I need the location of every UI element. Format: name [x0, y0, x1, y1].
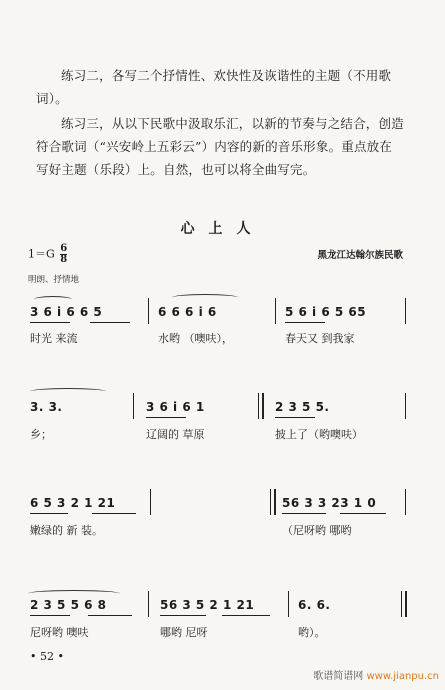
- exercise-two-text: 练习二，各写二个抒情性、欢快性及诙谐性的主题（不用歌词）。: [36, 68, 392, 106]
- beam-underline: [92, 513, 136, 514]
- beam-underline: [160, 615, 206, 616]
- beam-underline: [88, 615, 132, 616]
- barline: [133, 393, 134, 419]
- line1-m3-lyrics: 春天又 到我家: [285, 332, 355, 345]
- line1-m3-notes: 5 6 i 6 5 65: [285, 305, 367, 319]
- beam-underline: [282, 513, 326, 514]
- line3-m2-lyrics: （尼呀哟 哪哟: [282, 524, 352, 537]
- line3-m1-lyrics: 嫩绿的 新 装。: [30, 524, 103, 537]
- repeat-barline: [258, 393, 264, 419]
- line2-m3-notes: 2 3 5 5.: [275, 400, 330, 414]
- exercise-three-text: 练习三，从以下民歌中汲取乐汇，以新的节奏与之结合，创造符合歌词（“兴安岭上五彩云”）内容的新的音乐形象。重点放在写好主题（乐段）上。自然，也可以将全曲写完。: [36, 116, 404, 177]
- barline: [275, 298, 276, 324]
- watermark-site: 歌谱简谱网: [313, 671, 364, 682]
- line2-m3-lyrics: 披上了（哟噢呋）: [275, 428, 363, 441]
- line4-m1-notes: 2 3 5 5 6 8: [30, 598, 107, 612]
- slur: [28, 590, 120, 597]
- line4-m1-lyrics: 尼呀哟 噢呋: [30, 626, 89, 639]
- slur: [30, 388, 106, 395]
- final-barline: [401, 591, 407, 617]
- line4-m2-lyrics: 哪哟 尼呀: [160, 626, 208, 639]
- beam-underline: [146, 417, 186, 418]
- key-label: 1＝G: [28, 247, 55, 261]
- barline: [148, 298, 149, 324]
- tempo-marking: 明朗、抒情地: [28, 275, 80, 285]
- barline: [405, 298, 406, 324]
- page-number: • 52 •: [30, 650, 64, 663]
- beam-underline: [340, 513, 386, 514]
- time-top: 6: [60, 243, 68, 254]
- beam-underline: [30, 615, 70, 616]
- line4-m3-lyrics: 哟）。: [298, 626, 326, 639]
- slur: [34, 296, 72, 303]
- line3-m1-notes: 6 5 3 2 1 21: [30, 496, 116, 510]
- line4-m2-notes: 56 3 5 2 1 21: [160, 598, 255, 612]
- line4-m3-notes: 6. 6.: [298, 598, 331, 612]
- beam-underline: [222, 615, 270, 616]
- watermark: [313, 667, 439, 682]
- barline: [405, 489, 406, 515]
- beam-underline: [275, 417, 315, 418]
- repeat-barline: [270, 489, 276, 515]
- line1-m2-notes: 6 6 6 i 6: [158, 305, 217, 319]
- time-bottom: 8: [60, 254, 68, 265]
- song-title: 心上人: [180, 221, 265, 237]
- beam-underline: [285, 322, 325, 323]
- line1-m1-notes: 3 6 i 6 6 5: [30, 305, 103, 319]
- slur: [172, 294, 238, 301]
- barline: [288, 591, 289, 617]
- time-signature: [60, 244, 67, 265]
- beam-underline: [30, 322, 70, 323]
- beam-underline: [90, 322, 130, 323]
- line2-m2-notes: 3 6 i 6 1: [146, 400, 205, 414]
- beam-underline: [30, 513, 68, 514]
- line1-m2-lyrics: 水哟 （噢呋），: [158, 332, 233, 345]
- line1-m1-lyrics: 时光 来流: [30, 332, 78, 345]
- barline: [150, 489, 151, 515]
- line2-m1-lyrics: 乡；: [30, 428, 52, 441]
- line2-m1-notes: 3. 3.: [30, 400, 63, 414]
- barline: [405, 393, 406, 419]
- watermark-url: www.jianpu.cn: [366, 671, 439, 682]
- barline: [148, 591, 149, 617]
- line3-m2-notes: 56 3 3 23 1 0: [282, 496, 377, 510]
- song-source: 黑龙江达翰尔族民歌: [317, 250, 403, 261]
- line2-m2-lyrics: 辽阔的 草原: [146, 428, 205, 441]
- key-signature: [28, 244, 67, 265]
